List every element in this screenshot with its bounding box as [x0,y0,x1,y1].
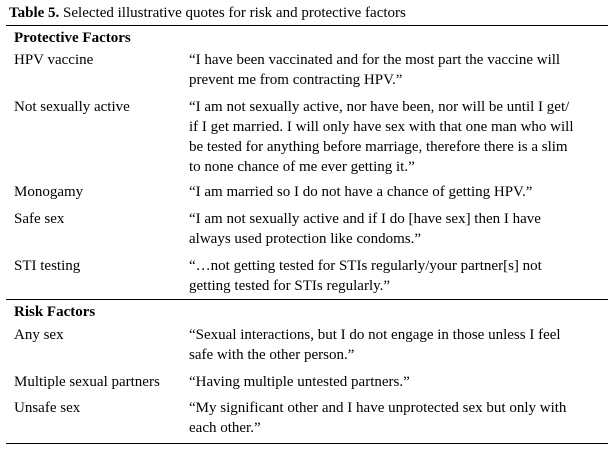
risk-factors-heading: Risk Factors [14,304,96,320]
factor-label: HPV vaccine [14,52,94,68]
factor-label: Not sexually active [14,99,130,115]
quote-cell [189,50,607,90]
quote-line: “Having multiple untested partners.” [189,374,410,390]
protective-factors-heading: Protective Factors [14,30,131,46]
table-bottom-rule [6,443,608,444]
quote-line: prevent me from contracting HPV.” [189,72,403,88]
table-caption-text: Selected illustrative quotes for risk and protective factors [59,5,406,21]
quote-cell [189,182,607,202]
quote-line: “I am not sexually active, nor have been, nor will be until I get/ [189,99,570,115]
quote-line: if I get married. I will only have sex with that one man who will [189,119,574,135]
quote-cell [189,398,607,438]
quote-cell [189,209,607,249]
table-caption [9,3,406,23]
factor-label: Any sex [14,327,64,343]
quote-cell [189,97,607,177]
factor-label: Monogamy [14,184,84,200]
table-caption-label: Table 5. [9,5,60,21]
quote-line: be tested for anything before marriage, therefore there is a slim [189,139,568,155]
quote-cell [189,256,607,296]
quote-line: getting tested for STIs regularly.” [189,278,391,294]
section-divider-rule [6,299,608,300]
quote-cell [189,372,607,392]
quote-line: “…not getting tested for STIs regularly/your partner[s] not [189,258,542,274]
quote-cell [189,325,607,365]
factor-label: Unsafe sex [14,400,81,416]
quote-line: each other.” [189,420,261,436]
quote-line: safe with the other person.” [189,347,355,363]
quote-line: “Sexual interactions, but I do not engage in those unless I feel [189,327,561,343]
quote-line: “I have been vaccinated and for the most part the vaccine will [189,52,561,68]
quote-line: “I am married so I do not have a chance of getting HPV.” [189,184,533,200]
quote-line: “My significant other and I have unprotected sex but only with [189,400,567,416]
factor-label: STI testing [14,258,81,274]
factor-label: Safe sex [14,211,65,227]
quote-line: always used protection like condoms.” [189,231,422,247]
factor-label: Multiple sexual partners [14,374,160,390]
quote-line: “I am not sexually active and if I do [have sex] then I have [189,211,541,227]
table-top-rule [6,25,608,26]
quote-line: to none chance of me ever getting it.” [189,159,415,175]
